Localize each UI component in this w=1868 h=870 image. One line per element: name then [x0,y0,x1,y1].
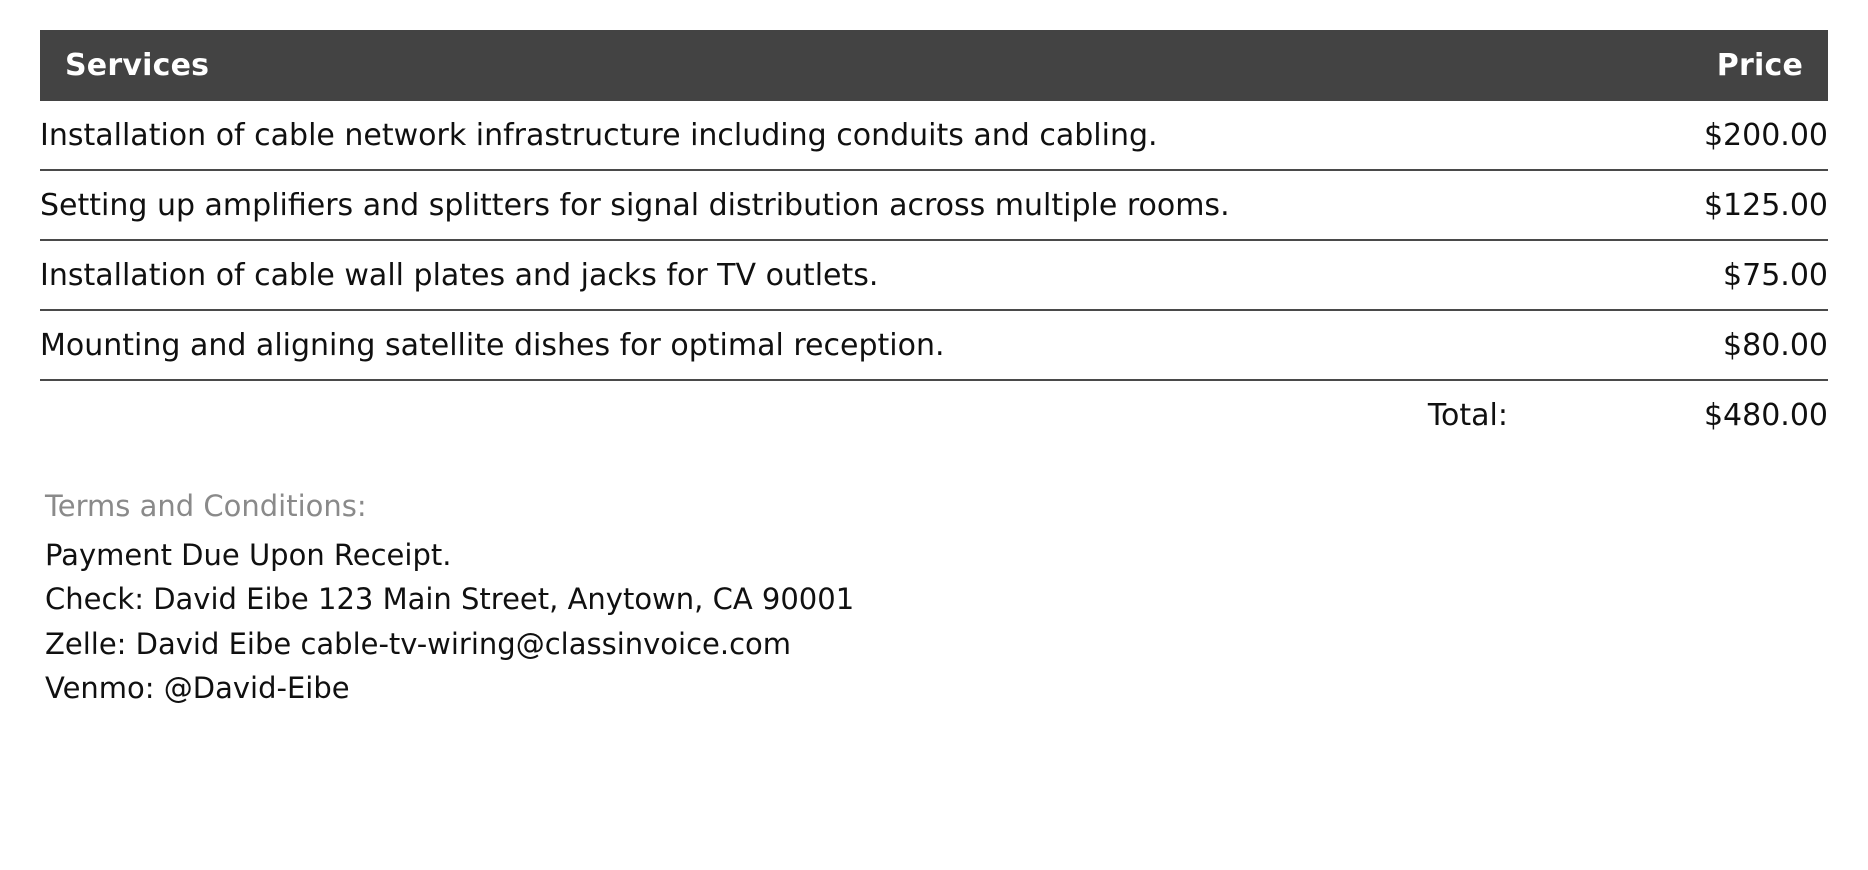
terms-line-check: Check: David Eibe 123 Main Street, Anytown, CA 90001 [45,582,855,617]
terms-line-venmo: Venmo: @David-Eibe [45,671,350,706]
terms-line-payment: Payment Due Upon Receipt. [45,538,452,572]
column-header-services: Services [40,30,1508,101]
service-price: $75.00 [1508,240,1828,310]
table-header-row [40,30,1828,101]
service-price: $200.00 [1508,101,1828,170]
service-description: Installation of cable network infrastructure including conduits and cabling. [40,101,1508,170]
total-label: Total: [1427,398,1508,433]
services-table [40,30,1828,449]
terms-and-conditions-section [40,489,1828,710]
table-total-row [40,380,1828,449]
table-row [40,170,1828,240]
terms-title: Terms and Conditions: [45,489,367,523]
service-description: Mounting and aligning satellite dishes for optimal reception. [40,310,1508,380]
services-table-head [40,30,1828,101]
service-description: Installation of cable wall plates and jacks for TV outlets. [40,240,1508,310]
table-row [40,240,1828,310]
service-description: Setting up amplifiers and splitters for signal distribution across multiple rooms. [40,170,1508,240]
column-header-price: Price [1508,30,1828,101]
total-value: $480.00 [1703,398,1828,433]
table-row [40,310,1828,380]
services-table-body [40,101,1828,449]
service-price: $125.00 [1508,170,1828,240]
terms-line-zelle: Zelle: David Eibe cable-tv-wiring@classinvoice.com [45,626,792,661]
table-row [40,101,1828,170]
service-price: $80.00 [1508,310,1828,380]
